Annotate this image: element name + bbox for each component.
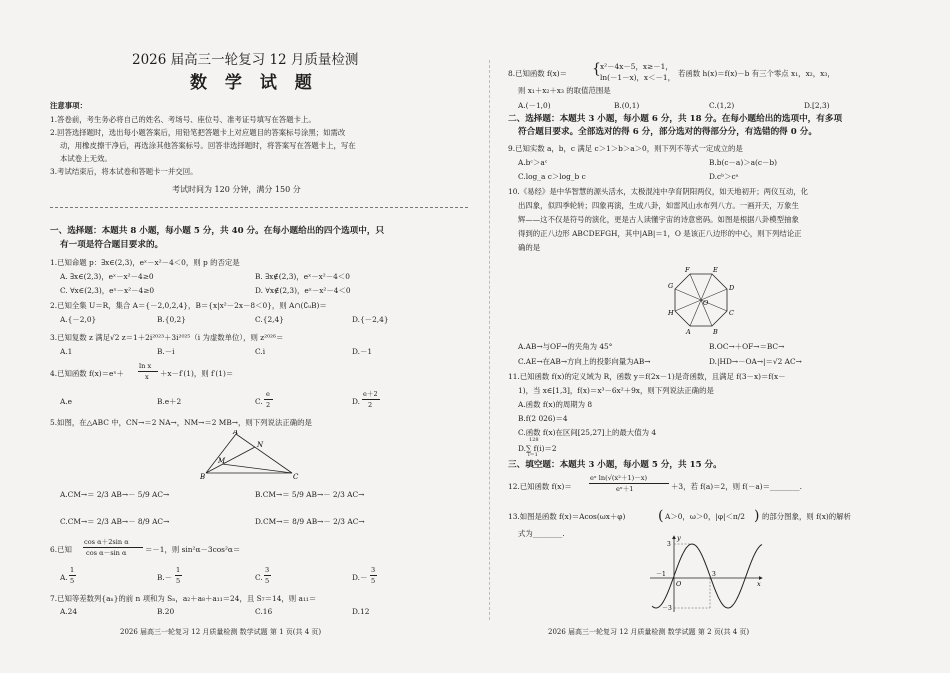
q7-option-d: D.12 [352,607,370,616]
q3-option-c: C.i [255,347,266,356]
vertex-h: H [668,309,674,317]
q8-option-a: A.(－1,0) [518,101,551,110]
q12-frac-num: eˣ ln(√(x²＋1)－x) [590,474,648,482]
q9-stem: 9.已知实数 a，b，c 满足 c＞1＞b＞a＞0，则下列不等式一定成立的是 [508,144,743,153]
q6-frac-num: cos α＋2sin α [84,538,129,546]
vertex-c: C [729,309,734,317]
section-2-heading: 二、选择题：本题共 3 小题，每小题 6 分，共 18 分。在每小题给出的选项中，有多项 [508,114,843,124]
label-x: x [757,580,761,588]
center-o: O [703,299,709,307]
vertex-b: B [713,328,718,336]
q13-stem-b: 的部分图象，则 f(x)的解析 [762,512,851,521]
q6-c-bar [264,575,271,576]
q6-d-den: 5 [371,577,376,585]
q6-a-bar [69,575,76,576]
vertex-g: G [668,282,674,290]
q5-option-b: B.CM→＝ 5/9 AB→－ 2/3 AC→ [255,490,365,499]
note-line: 动，用橡皮擦干净后，再选涂其他答案标号。回答非选择题时，将答案写在答题卡上，写在 [60,141,356,150]
triangle-side-ab [206,434,236,473]
tick-ymax: 3 [667,541,671,548]
q6-option-a: A. [60,573,68,582]
q8-case-1: x²－4x－5，x≥－1， [600,62,673,71]
exam-subtitle: 数 学 试 题 [190,73,318,93]
label-a: A [233,430,239,436]
vertex-a: A [686,328,691,336]
q11-option-c: C.函数 f(x)在区间[25,27]上的最大值为 4 [518,428,657,437]
q11-line: 11.已知函数 f(x)的定义域为 R，函数 y＝f(2x－1)是奇函数，且满足 f(3－x)＝f(x－ [508,372,786,381]
q6-option-d: D.－ [352,573,368,582]
q11-option-a: A.函数 f(x)的周期为 8 [518,400,593,409]
q3-stem: 3.已知复数 z 满足√2 z＝1＋2i²⁰²³＋3i²⁰²⁵（i 为虚数单位），则 z²⁰²⁶＝ [50,333,284,342]
q10-option-a: A.AB→与OF→的夹角为 45° [518,342,613,351]
q10-option-d: D.|HD→－OA→|＝√2 AC→ [709,357,802,366]
q13-condition: A＞0，ω＞0，|φ|＜π/2 [665,512,745,521]
section-1-heading: 一、选择题：本题共 8 小题，每小题 5 分，共 40 分。在每小题给出的四个选项中，只 [50,226,385,236]
q13-stem-a: 13.如图是函数 f(x)＝Acos(ωx＋φ) [508,512,626,521]
label-origin: O [676,580,682,588]
q1-option-b: B. ∃x∉(2,3)，eˣ－x²－4＜0 [255,272,350,281]
cosine-curve [652,544,762,608]
page-2 [508,0,900,673]
q10-octagon-figure [660,252,756,338]
q4-c-bar [264,399,273,400]
label-y: y [677,534,681,542]
q6-c-den: 5 [265,577,270,585]
page-1-footer: 2026 届高三一轮复习 12 月质量检测 数学试题 第 1 页(共 4 页) [120,628,322,636]
q10-line: 得到的正八边形 ABCDEFGH，其中|AB|＝1，O 是该正八边形的中心，则下列结论正 [518,229,802,238]
q12-frac-bar [589,483,669,484]
separator-line [50,207,468,208]
q8-stem-a: 8.已知函数 f(x)＝ [508,69,568,78]
page-divider [489,60,490,620]
q8-option-d: D.[2,3) [804,101,830,110]
q10-option-c: C.AE→在AB→方向上的投影向量为AB→ [518,357,651,366]
q8-option-b: B.(0,1) [614,101,640,110]
q1-option-a: A. ∃x∈(2,3)，eˣ－x²－4≥0 [60,272,154,281]
q3-option-b: B.－i [157,347,175,356]
page-1 [50,0,470,673]
q2-option-c: C.{2,4} [255,315,284,324]
time-line: 考试时间为 120 分钟，满分 150 分 [172,185,301,194]
q8-stem-c: 则 x₁＋x₂＋x₃ 的取值范围是 [518,86,611,95]
q5-triangle-figure [200,430,310,482]
q6-b-num: 1 [176,566,181,574]
q7-stem: 7.已知等差数列{aₙ}的前 n 项和为 Sₙ，a₂＋a₈＋a₁₁＝24，且 S₇＝14，则 a₁₁＝ [50,594,317,603]
q7-option-a: A.24 [60,607,78,616]
q11-option-b: B.f(2 026)＝4 [518,414,568,423]
q12-stem-b: ＋3，若 f(a)＝2，则 f(－a)＝________. [671,482,802,491]
q10-line: 10.《易经》是中华智慧的源头活水，太极混沌中孕育阴阳两仪，如天地初开；两仪互动，化 [508,187,808,196]
q10-line: 出四象，似四季轮转；四象再演，生成八卦，如雷风山水布列八方。一画开天，万象生 [518,201,799,210]
q6-stem-b: ＝－1，则 sin²α－3cos²α＝ [145,545,241,554]
q11-sum-upper: 128 [529,437,539,443]
vertex-e: E [713,266,718,274]
q6-a-den: 5 [70,577,75,585]
q6-c-num: 3 [265,566,270,574]
q3-option-d: D.－1 [352,347,373,356]
q11-line: 1)，当 x∈[1,3]，f(x)＝x³－6x²＋9x，则下列说法正确的是 [518,386,714,395]
q4-stem-a: 4.已知函数 f(x)＝eˣ＋ [50,369,124,378]
q6-frac-den: cos α－sin α [86,549,127,557]
q2-option-a: A.{－2,0} [60,315,97,324]
q4-stem-b: ＋x－f′(1)，则 f′(1)＝ [160,369,234,378]
section-1-heading: 有一项是符合题目要求的。 [60,240,164,250]
q5-option-a: A.CM→＝ 2/3 AB→－ 5/9 AC→ [60,490,170,499]
section-2-heading: 符合题目要求。全部选对的得 6 分，部分选对的得部分分，有选错的得 0 分。 [518,127,817,137]
vertex-f: F [685,266,690,274]
q9-option-b: B.b(c－a)＞a(c－b) [709,158,778,167]
note-line: 本试卷上无效。 [60,154,112,163]
q11-sum-lower: i＝1 [528,452,538,458]
q4-c-num: e [266,390,270,398]
page-2-footer: 2026 届高三一轮复习 12 月质量检测 数学试题 第 2 页(共 4 页) [548,628,750,636]
q4-d-num: e＋2 [363,390,378,398]
q4-d-bar [362,399,380,400]
q6-stem-a: 6.已知 [50,545,72,554]
q4-option-b: B.e＋2 [157,397,182,406]
q4-c-den: 2 [266,401,271,409]
section-3-heading: 三、填空题：本题共 3 小题，每小题 5 分，共 15 分。 [508,460,722,470]
q5-option-c: C.CM→＝ 2/3 AB→－ 8/9 AC→ [60,517,170,526]
q1-option-c: C. ∀x∈(2,3)，eˣ－x²－4≥0 [60,286,155,295]
q8-case-2: ln(－1－x)，x＜－1， [600,73,675,82]
q10-line: 辉——这不仅是符号的演化，更是古人读懂宇宙的诗意密码。如图是根据八卦模型抽象 [518,215,799,224]
q7-option-b: B.20 [157,607,175,616]
tick-3: 3 [712,571,716,578]
q4-frac-num: ln x [139,362,152,370]
q4-d-den: 2 [368,401,373,409]
q9-option-d: D.cᵇ＞cᵃ [709,172,739,181]
label-m: M [218,457,226,465]
exam-title: 2026 届高三一轮复习 12 月质量检测 [132,52,359,68]
q10-option-b: B.OC→＋OF→＝BC→ [709,342,785,351]
q6-frac-bar [83,547,143,548]
q4-option-c: C. [255,397,263,406]
q6-b-bar [175,575,182,576]
q2-option-b: B.{0,2} [157,315,186,324]
q4-frac-den: x [145,373,149,381]
tick-neg1: －1 [656,571,666,578]
segment-nb [206,447,255,473]
note-line: 3.考试结束后，将本试卷和答题卡一并交回。 [50,167,198,176]
q4-frac-bar [138,371,158,372]
notes-heading: 注意事项： [50,101,87,110]
q2-stem: 2.已知全集 U＝R，集合 A＝{－2,0,2,4}，B＝{x|x²－2x－8＜0}，则 A∩(∁ᵤB)＝ [50,301,327,310]
label-c: C [293,473,299,481]
note-line: 1.答卷前，考生务必将自己的姓名、考场号、座位号、准考证号填写在答题卡上。 [50,115,316,124]
tick-ymin: －3 [662,605,672,612]
q12-stem-a: 12.已知函数 f(x)＝ [508,482,572,491]
q6-b-den: 5 [176,577,181,585]
q9-option-a: A.bᶜ＞aᶜ [518,158,548,167]
q8-stem-b: 若函数 h(x)＝f(x)－b 有三个零点 x₁，x₂，x₃， [678,69,835,78]
note-line: 2.回答选择题时，选出每小题答案后，用铅笔把答题卡上对应题目的答案标号涂黑；如需改 [50,128,346,137]
q8-brace: { [592,61,601,77]
q13-cosine-graph [646,532,766,614]
q6-d-bar [370,575,377,576]
q12-frac-den: eˣ＋1 [616,485,634,493]
q1-stem: 1.已知命题 p：∃x∈(2,3)，eˣ－x²－4＜0，则 p 的否定是 [50,258,240,267]
q5-stem: 5.如图，在△ABC 中，CN→＝2 NA→，NM→＝2 MB→，则下列说法正确的是 [50,418,312,427]
q11-option-d: D.∑ f(i)＝2 [518,444,557,453]
q6-option-b: B.－ [157,573,173,582]
q6-option-c: C. [255,573,263,582]
q9-option-c: C.log_a c＞log_b c [518,172,586,181]
q6-a-num: 1 [70,566,75,574]
q10-line: 确的是 [518,243,541,252]
q4-option-d: D. [352,397,361,406]
q3-option-a: A.1 [60,347,73,356]
q1-option-d: D. ∀x∉(2,3)，eˣ－x²－4＜0 [255,286,351,295]
q7-option-c: C.16 [255,607,273,616]
q2-option-d: D.{－2,4} [352,315,389,324]
q13-paren-right: ) [754,508,760,524]
q6-d-num: 3 [371,566,376,574]
q8-option-c: C.(1,2) [709,101,735,110]
q4-option-a: A.e [60,397,73,406]
label-b: B [200,473,206,481]
vertex-d: D [729,284,735,292]
q13-stem-c: 式为________. [518,529,565,538]
q13-paren-left: ( [658,508,664,524]
q5-option-d: D.CM→＝ 8/9 AB→－ 2/3 AC→ [255,517,365,526]
label-n: N [257,441,264,449]
